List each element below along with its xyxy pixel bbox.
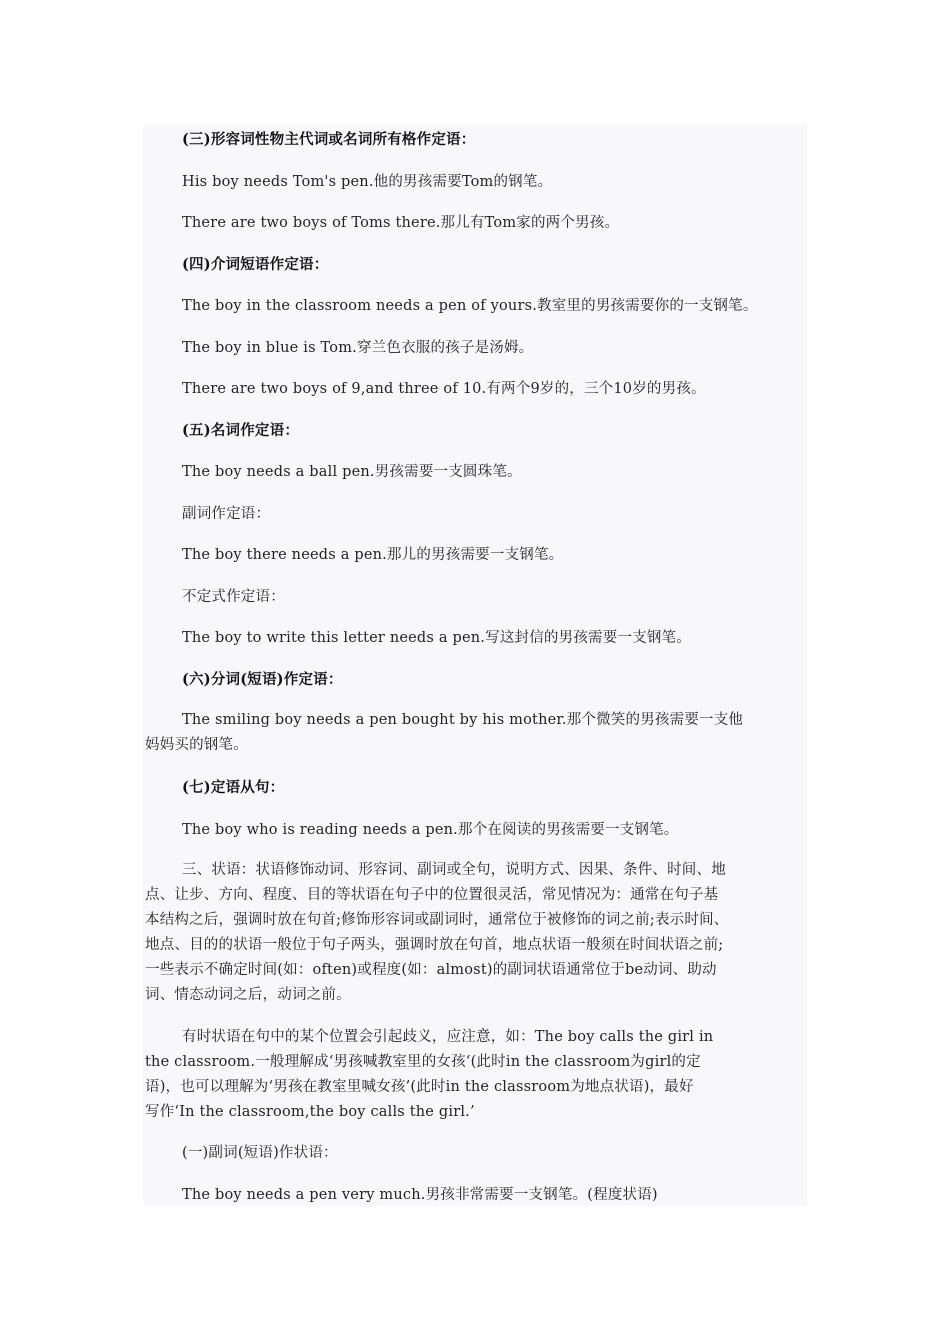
example-sentence: The boy in blue is Tom.穿兰色衣服的孩子是汤姆。	[182, 340, 534, 356]
example-sentence: There are two boys of Toms there.那儿有Tom家的两个男孩。	[182, 215, 620, 231]
paragraph-line: 本结构之后，强调时放在句首;修饰形容词或副词时，通常位于被修饰的词之前;表示时间、	[145, 912, 729, 928]
example-sentence: The boy in the classroom needs a pen of yours.教室里的男孩需要你的一支钢笔。	[182, 298, 758, 314]
example-sentence: His boy needs Tom's pen.他的男孩需要Tom的钢笔。	[182, 174, 553, 190]
paragraph-line: 写作‘In the classroom,the boy calls the girl.’	[145, 1104, 475, 1120]
paragraph-line: the classroom.一般理解成‘男孩喊教室里的女孩‘(此时in the classroom为girl的定	[145, 1054, 701, 1070]
paragraph-line: 一些表示不确定时间(如：often)或程度(如：almost)的副词状语通常位于be动词、助动	[145, 962, 717, 978]
paragraph	[145, 708, 805, 758]
paragraph-line: 地点、目的的状语一般位于句子两头，强调时放在句首，地点状语一般须在时间状语之前;	[145, 937, 724, 953]
section-heading: (七)定语从句：	[182, 779, 285, 796]
document-body	[143, 124, 807, 1206]
paragraph-line: 词、情态动词之后，动词之前。	[145, 987, 351, 1003]
paragraph-line: 点、让步、方向、程度、目的等状语在句子中的位置很灵活，常见情况为：通常在句子基	[145, 887, 719, 903]
example-sentence: The boy there needs a pen.那儿的男孩需要一支钢笔。	[182, 547, 564, 563]
paragraph-line: 语)，也可以理解为‘男孩在教室里喊女孩’(此时in the classroom为地点状语)，最好	[145, 1079, 694, 1095]
subsection-label: 不定式作定语：	[182, 589, 285, 605]
paragraph-line: 有时状语在句中的某个位置会引起歧义，应注意，如：The boy calls the girl in	[182, 1029, 714, 1045]
example-sentence: The boy needs a pen very much.男孩非常需要一支钢笔。(程度状语)	[182, 1187, 658, 1203]
example-sentence: There are two boys of 9,and three of 10.有两个9岁的，三个10岁的男孩。	[182, 381, 706, 397]
paragraph-line: 三、状语：状语修饰动词、形容词、副词或全句，说明方式、因果、条件、时间、地	[182, 862, 726, 878]
example-sentence: The boy to write this letter needs a pen.写这封信的男孩需要一支钢笔。	[182, 630, 691, 646]
section-heading: (四)介词短语作定语：	[182, 256, 329, 273]
paragraph	[145, 858, 805, 1008]
section-heading: (六)分词(短语)作定语：	[182, 671, 343, 688]
paragraph-line: The smiling boy needs a pen bought by his mother.那个微笑的男孩需要一支他	[182, 712, 744, 728]
example-sentence: The boy who is reading needs a pen.那个在阅读的男孩需要一支钢笔。	[182, 822, 679, 838]
section-heading: (五)名词作定语：	[182, 422, 300, 439]
example-sentence: The boy needs a ball pen.男孩需要一支圆珠笔。	[182, 464, 522, 480]
paragraph-line: 妈妈买的钢笔。	[145, 737, 248, 753]
paragraph	[145, 1025, 805, 1125]
section-heading: (三)形容词性物主代词或名词所有格作定语：	[182, 131, 476, 148]
subsection-label: 副词作定语：	[182, 506, 271, 522]
subsection-label: (一)副词(短语)作状语：	[182, 1145, 338, 1161]
